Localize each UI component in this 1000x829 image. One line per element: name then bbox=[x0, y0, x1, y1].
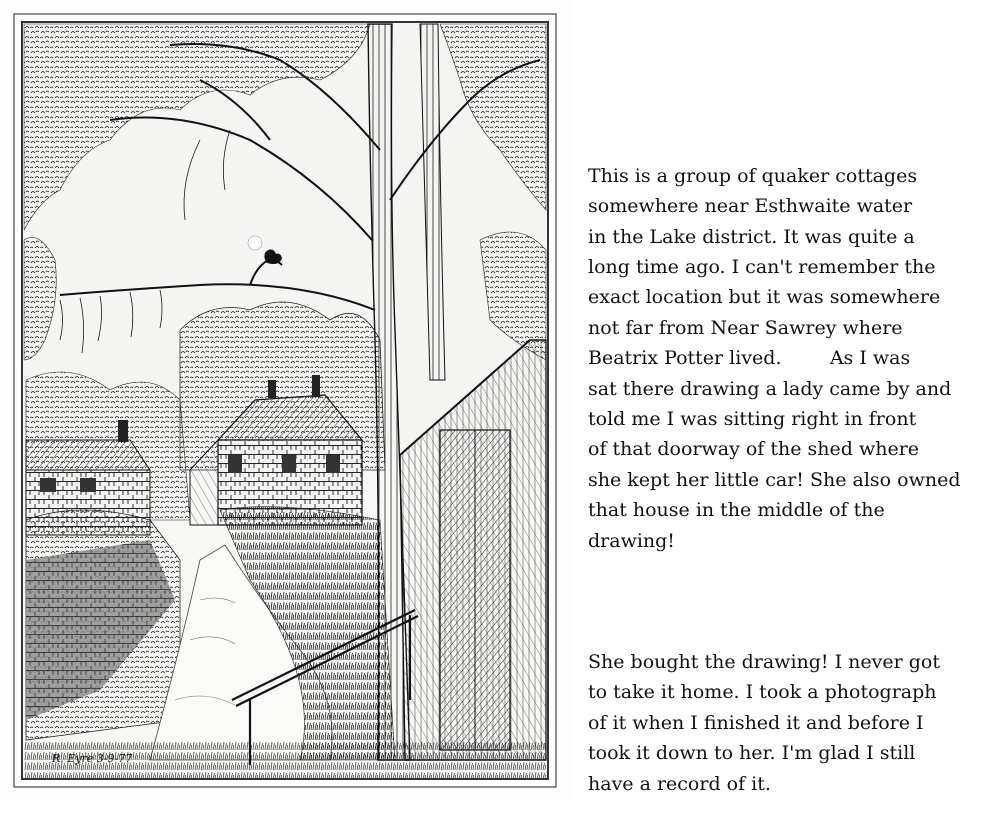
story-text bbox=[588, 100, 988, 829]
artist-signature: R. Eyre 3-9-77 bbox=[52, 752, 133, 765]
drawing-scene bbox=[24, 24, 546, 778]
story-paragraph-1: This is a group of quaker cottages somewhere near Esthwaite water in the Lake district. It was quite a long time ago. I can't remember the exact location but it was somewhere not far from Near Sawrey where Beatrix Potter lived. As I was sat there drawing a lady came by and told me I was sitting right in front of that doorway of the shed where she kept her little car! She also owned that house in the middle of the drawing! bbox=[588, 164, 961, 552]
story-paragraph-2: She bought the drawing! I never got to take it home. I took a photograph of it when I finished it and before I took it down to her. I'm glad I still have a record of it. bbox=[588, 650, 940, 795]
sun bbox=[248, 236, 262, 250]
